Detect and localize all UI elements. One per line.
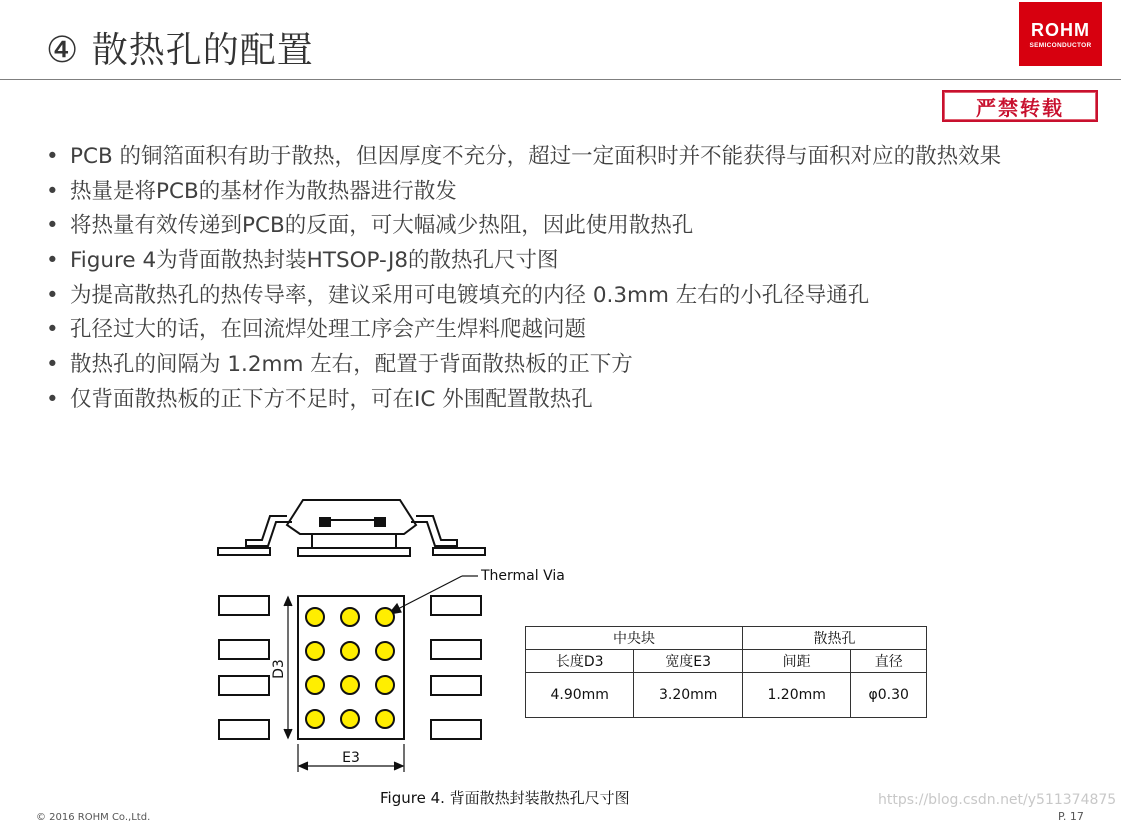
thermal-via [376,608,394,626]
bullet-item: • 仅背面散热板的正下方不足时，可在IC 外围配置散热孔 [46,386,1086,414]
e3-dimension [298,744,404,772]
table-group-center: 中央块 [526,627,743,650]
page-title: ④ 散热孔的配置 [46,30,314,71]
bullet-item: • 将热量有效传递到PCB的反面，可大幅减少热阻，因此使用散热孔 [46,212,1086,240]
thermal-via-leader [389,576,478,614]
table-col-width: 宽度E3 [634,650,742,673]
e3-label: E3 [342,750,360,766]
thermal-via [306,676,324,694]
rohm-logo [1019,2,1102,66]
table-group-via: 散热孔 [742,627,926,650]
bullet-item: • 散热孔的间隔为 1.2mm 左右，配置于背面散热板的正下方 [46,351,1086,379]
bullet-item: • 热量是将PCB的基材作为散热器进行散发 [46,178,1086,206]
table-val-diameter: φ0.30 [851,673,927,718]
left-land-pads [219,596,269,739]
right-land-pads [431,596,481,739]
package-side-view [218,500,485,556]
thermal-via [376,642,394,660]
bullet-item: • 为提高散热孔的热传导率，建议采用可电镀填充的内径 0.3mm 左右的小孔径导通孔 [46,282,1086,310]
figure-caption: Figure 4. 背面散热封装散热孔尺寸图 [380,789,630,807]
copyright: © 2016 ROHM Co.,Ltd. [36,812,151,823]
table-val-pitch: 1.20mm [742,673,850,718]
center-thermal-pad [298,596,404,739]
table-col-diameter: 直径 [851,650,927,673]
thermal-via [341,642,359,660]
bullet-item: • 孔径过大的话，在回流焊处理工序会产生焊料爬越问题 [46,316,1086,344]
logo-name: ROHM [1031,20,1090,40]
thermal-via-grid [306,608,394,728]
bullet-item: • Figure 4为背面散热封装HTSOP-J8的散热孔尺寸图 [46,247,1086,275]
bullet-item: • PCB 的铜箔面积有助于散热，但因厚度不充分，超过一定面积时并不能获得与面积对应的散热效果 [46,143,1086,171]
thermal-via [306,642,324,660]
thermal-via [306,710,324,728]
thermal-via [376,710,394,728]
thermal-via [306,608,324,626]
table-val-length: 4.90mm [526,673,634,718]
thermal-via-label: Thermal Via [481,568,565,584]
thermal-via [341,608,359,626]
thermal-via [341,676,359,694]
watermark: https://blog.csdn.net/y511374875 [878,792,1117,808]
logo-subtitle: SEMICONDUCTOR [1029,42,1092,49]
table-col-pitch: 间距 [742,650,850,673]
dimension-table [525,626,927,718]
page-number: P. 17 [1058,810,1084,823]
thermal-via [376,676,394,694]
bullet-list [46,143,1086,421]
table-col-length: 长度D3 [526,650,634,673]
d3-dimension [284,597,292,738]
d3-label: D3 [271,659,287,679]
thermal-via [341,710,359,728]
no-reprint-stamp: 严禁转载 [942,90,1098,122]
title-divider [0,79,1121,80]
table-val-width: 3.20mm [634,673,742,718]
